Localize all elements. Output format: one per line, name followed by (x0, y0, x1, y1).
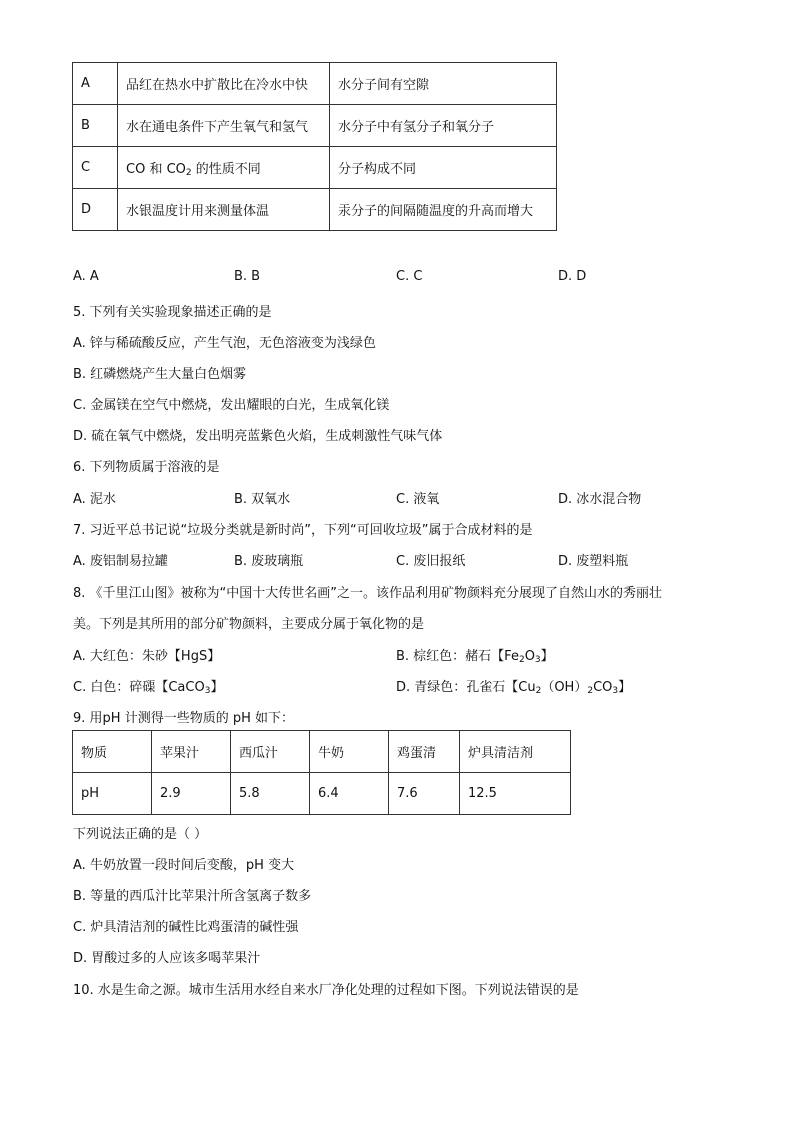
q4-fact-cell (118, 147, 330, 189)
q4-fact-cell: 水银温度计用来测量体温 (118, 189, 330, 231)
q5-option-b: B. 红磷燃烧产生大量白色烟雾 (73, 367, 247, 382)
ph-value-cell: 6.4 (310, 773, 389, 815)
q8-option-d-text: D. 青绿色：孔雀石【Cu (396, 680, 536, 695)
table-row (73, 773, 571, 815)
q8-option-b-text: B. 棕红色：赭石【Fe (396, 649, 519, 664)
q7-option-a: A. 废铝制易拉罐 (73, 554, 168, 569)
q8-option-c (73, 676, 223, 695)
ph-value-cell: 5.8 (231, 773, 310, 815)
q6-option-b: B. 双氧水 (234, 492, 291, 507)
q8-option-b-text: O (524, 649, 535, 664)
q4-fact-cell: 水在通电条件下产生氧气和氢气 (118, 105, 330, 147)
ph-header-cell: 苹果汁 (152, 731, 231, 773)
q7-option-d: D. 废塑料瓶 (558, 554, 629, 569)
ph-header-cell: 牛奶 (310, 731, 389, 773)
q4-explain-cell: 水分子中有氢分子和氧分子 (330, 105, 557, 147)
subscript: 3 (204, 686, 211, 696)
ph-header-cell: 鸡蛋清 (389, 731, 460, 773)
q8-option-d-text: 】 (618, 680, 632, 695)
q4-option-cell: A (73, 63, 118, 105)
q4-table (72, 62, 557, 231)
q8-stem-line2: 美。下列是其所用的部分矿物颜料，主要成分属于氧化物的是 (73, 617, 425, 632)
q4-fact-text: 的性质不同 (191, 162, 261, 177)
table-row (73, 731, 571, 773)
q8-option-c-text: C. 白色：碎磲【CaCO (73, 680, 205, 695)
q6-stem: 6. 下列物质属于溶液的是 (73, 460, 220, 475)
q4-option-a: A. A (73, 269, 99, 284)
q8-option-a: A. 大红色：朱砂【HgS】 (73, 649, 221, 664)
q4-fact-text: CO 和 CO (126, 162, 186, 177)
ph-value-cell: pH (73, 773, 152, 815)
q4-explain-cell: 汞分子的间隔随温度的升高而增大 (330, 189, 557, 231)
q10-stem: 10. 水是生命之源。城市生活用水经自来水厂净化处理的过程如下图。下列说法错误的是 (73, 983, 579, 998)
ph-value-cell: 7.6 (389, 773, 460, 815)
table-row (73, 105, 557, 147)
q4-option-c: C. C (396, 269, 423, 284)
q6-option-d: D. 冰水混合物 (558, 492, 642, 507)
q8-option-d-text: （OH） (541, 680, 588, 695)
q4-option-d: D. D (558, 269, 587, 284)
ph-table (72, 730, 571, 815)
q8-option-b-text: 】 (540, 649, 554, 664)
q9-option-c: C. 炉具清洁剂的碱性比鸡蛋清的碱性强 (73, 920, 299, 935)
q6-option-a: A. 泥水 (73, 492, 116, 507)
q9-option-d: D. 胃酸过多的人应该多喝苹果汁 (73, 951, 261, 966)
q5-stem: 5. 下列有关实验现象描述正确的是 (73, 305, 272, 320)
q8-stem-line1: 8. 《千里江山图》被称为“中国十大传世名画”之一。该作品利用矿物颜料充分展现了自然山水的秀丽壮 (73, 586, 663, 601)
subscript: 2 (535, 686, 542, 696)
table-row (73, 189, 557, 231)
q9-question: 下列说法正确的是（ ） (73, 827, 208, 842)
subscript: 2 (185, 168, 192, 178)
q7-stem: 7. 习近平总书记说“垃圾分类就是新时尚”，下列“可回收垃圾”属于合成材料的是 (73, 523, 533, 538)
table-row (73, 147, 557, 189)
q7-option-b: B. 废玻璃瓶 (234, 554, 304, 569)
q4-option-cell: B (73, 105, 118, 147)
q4-fact-cell: 品红在热水中扩散比在冷水中快 (118, 63, 330, 105)
subscript: 2 (518, 655, 525, 665)
q5-option-c: C. 金属镁在空气中燃烧，发出耀眼的白光，生成氧化镁 (73, 398, 390, 413)
q9-stem: 9. 用pH 计测得一些物质的 pH 如下： (73, 711, 294, 726)
q6-option-c: C. 液氧 (396, 492, 440, 507)
q4-explain-cell: 水分子间有空隙 (330, 63, 557, 105)
q4-option-b: B. B (234, 269, 261, 284)
ph-header-cell: 炉具清洁剂 (460, 731, 571, 773)
q4-explain-cell: 分子构成不同 (330, 147, 557, 189)
q4-option-cell: D (73, 189, 118, 231)
q8-option-d-text: CO (593, 680, 613, 695)
table-row (73, 63, 557, 105)
subscript: 3 (612, 686, 619, 696)
q5-option-d: D. 硫在氧气中燃烧，发出明亮蓝紫色火焰，生成刺激性气味气体 (73, 429, 443, 444)
subscript: 2 (587, 686, 594, 696)
subscript: 3 (534, 655, 541, 665)
q8-option-b (396, 645, 554, 664)
q8-option-c-text: 】 (210, 680, 224, 695)
q7-option-c: C. 废旧报纸 (396, 554, 466, 569)
q8-option-d (396, 676, 631, 695)
q9-option-a: A. 牛奶放置一段时间后变酸，pH 变大 (73, 858, 295, 873)
q5-option-a: A. 锌与稀硫酸反应，产生气泡，无色溶液变为浅绿色 (73, 336, 376, 351)
q9-option-b: B. 等量的西瓜汁比苹果汁所含氢离子数多 (73, 889, 312, 904)
ph-value-cell: 2.9 (152, 773, 231, 815)
q4-option-cell: C (73, 147, 118, 189)
ph-header-cell: 物质 (73, 731, 152, 773)
ph-header-cell: 西瓜汁 (231, 731, 310, 773)
ph-value-cell: 12.5 (460, 773, 571, 815)
